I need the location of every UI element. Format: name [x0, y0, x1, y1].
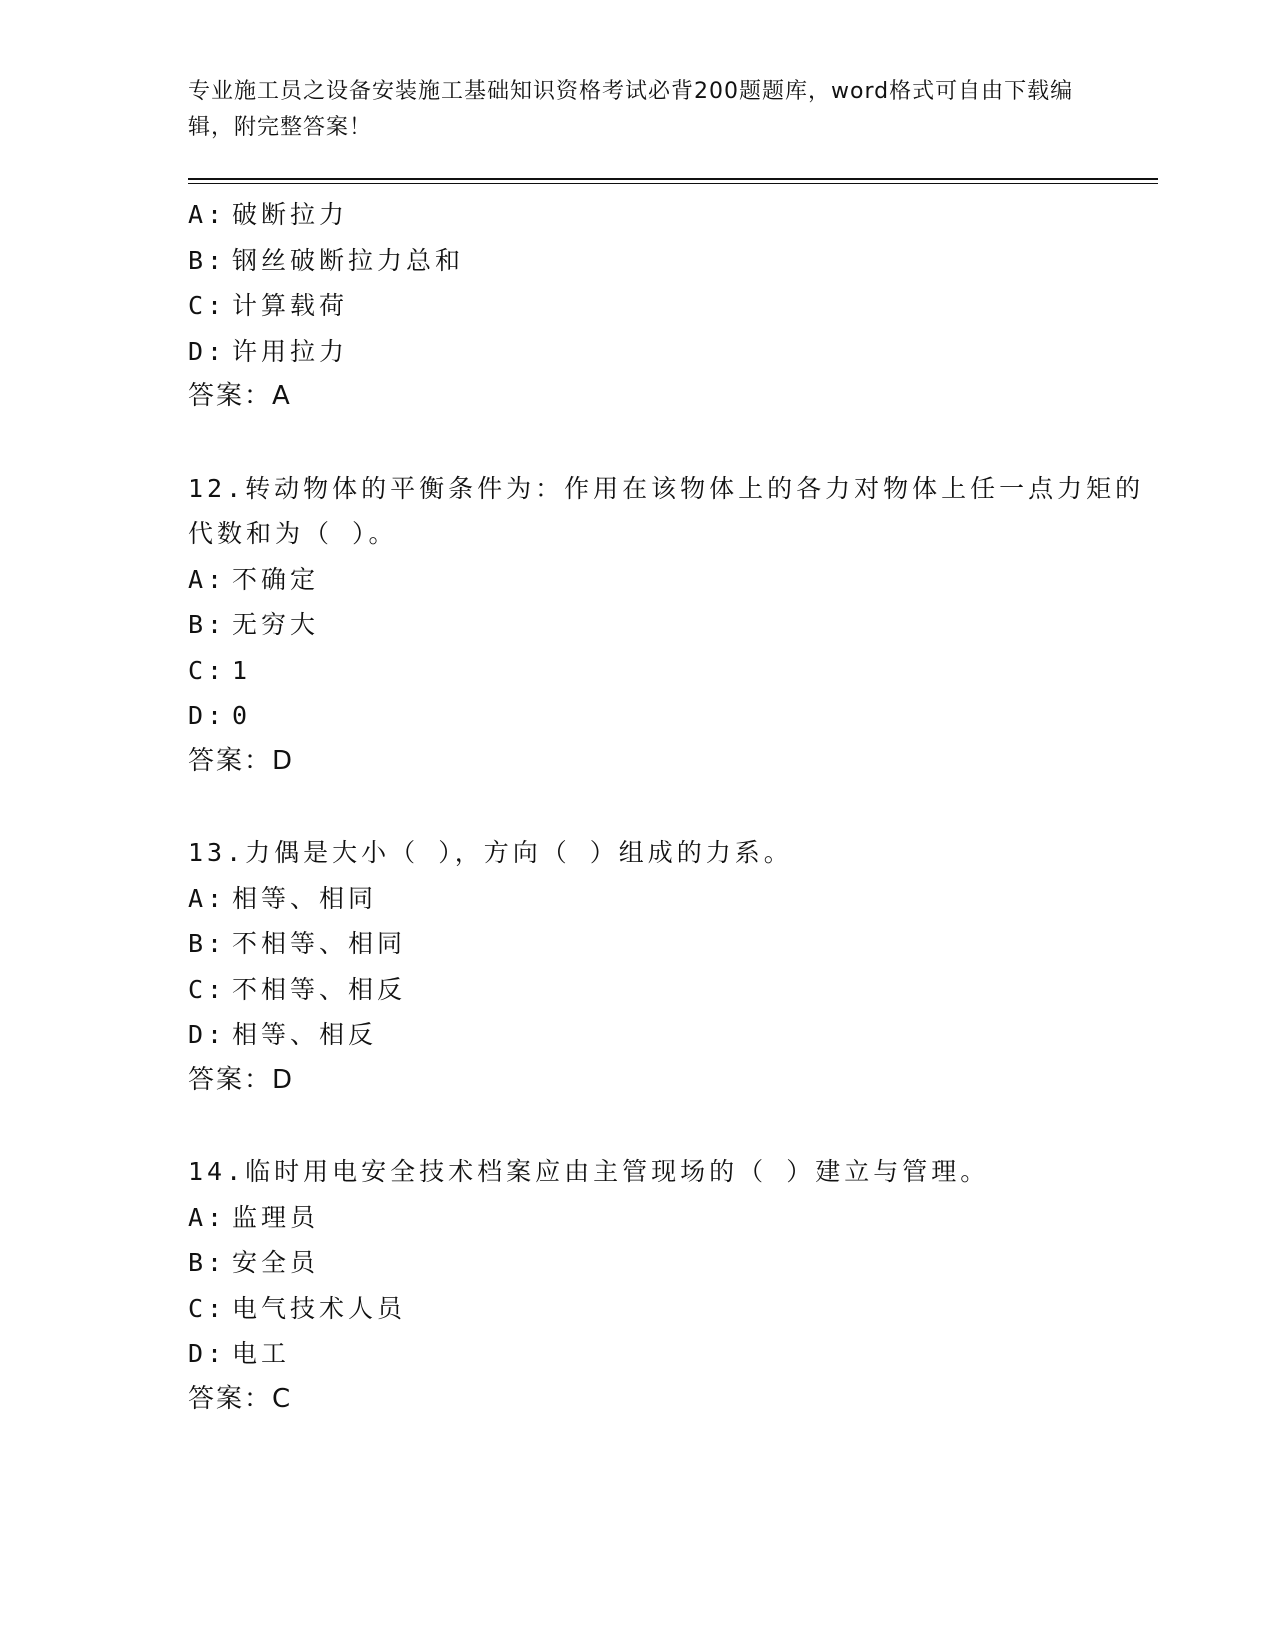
option-b: B: 无穷大: [188, 610, 320, 639]
question-list: [188, 192, 1148, 1422]
option-d: D: 电工: [188, 1339, 291, 1368]
option-b: B: 不相等、相同: [188, 929, 407, 958]
answer-line: 答案：C: [188, 1383, 293, 1414]
question-stem: 13.力偶是大小（ ），方向（ ）组成的力系。: [188, 838, 793, 867]
option-a: A: 破断拉力: [188, 200, 349, 229]
option-a: A: 监理员: [188, 1202, 320, 1232]
option-a: A: 不确定: [188, 564, 320, 594]
option-a: A: 相等、相同: [188, 883, 378, 913]
document-title: 专业施工员之设备安装施工基础知识资格考试必背200题题库，word格式可自由下载编辑，附完整答案！: [188, 79, 1074, 140]
option-c: C: 不相等、相反: [188, 974, 407, 1004]
header-divider-thin: [188, 183, 1158, 184]
option-b: B: 安全员: [188, 1248, 320, 1277]
answer-line: 答案：D: [188, 745, 295, 776]
option-d: D: 0: [188, 701, 252, 730]
option-d: D: 相等、相反: [188, 1020, 378, 1049]
option-b: B: 钢丝破断拉力总和: [188, 245, 465, 275]
question-block-13: [188, 830, 1148, 1103]
question-stem: 14.临时用电安全技术档案应由主管现场的（ ）建立与管理。: [188, 1157, 990, 1186]
header-divider-thick: [188, 178, 1158, 180]
option-c: C: 1: [188, 655, 252, 685]
option-c: C: 计算载荷: [188, 291, 349, 320]
option-c: C: 电气技术人员: [188, 1293, 407, 1323]
answer-line: 答案：D: [188, 1064, 295, 1095]
option-d: D: 许用拉力: [188, 336, 349, 366]
question-block-11-continued: [188, 192, 1148, 420]
answer-line: 答案：A: [188, 381, 292, 411]
question-stem: 12.转动物体的平衡条件为：作用在该物体上的各力对物体上任一点力矩的代数和为（ ）。: [188, 473, 1145, 548]
question-block-14: [188, 1149, 1148, 1422]
question-block-12: [188, 466, 1148, 785]
